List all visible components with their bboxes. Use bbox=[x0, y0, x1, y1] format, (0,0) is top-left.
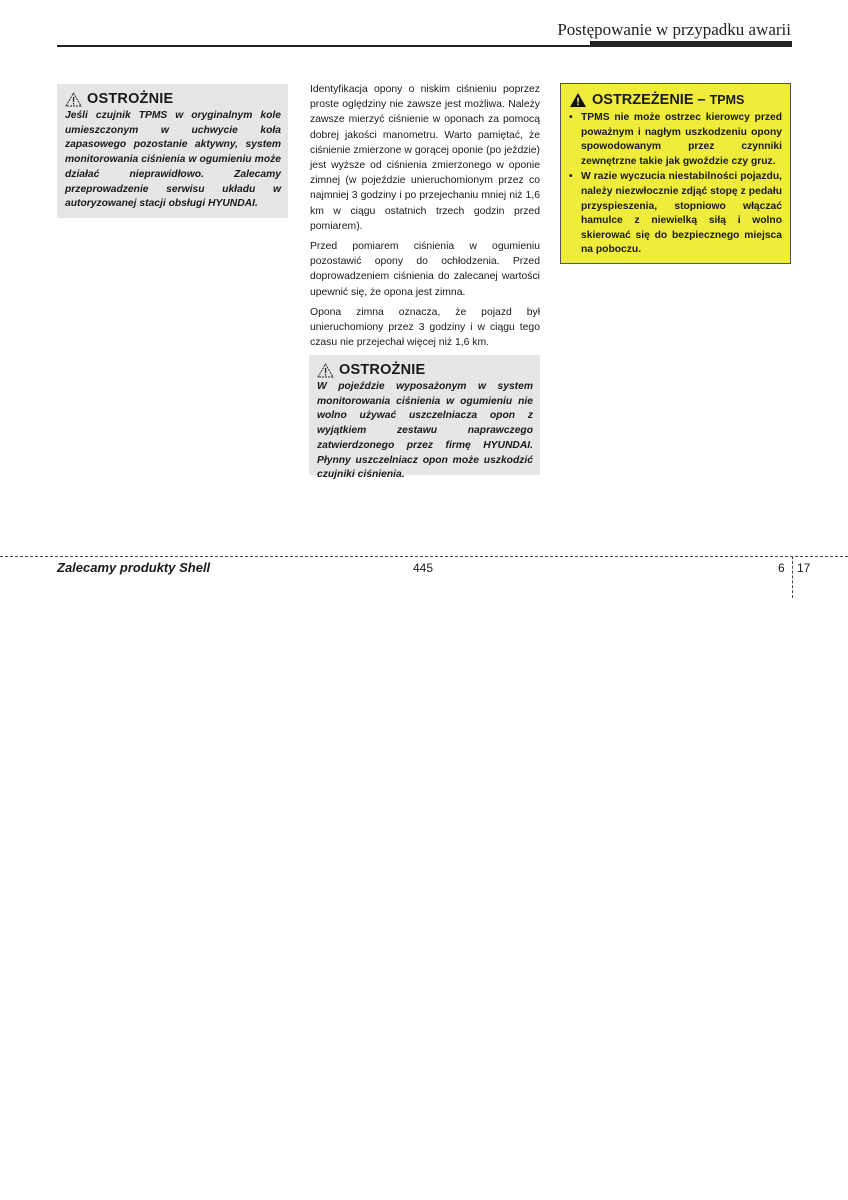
footer-page-divider bbox=[792, 556, 793, 598]
paragraph-cooling: Przed pomiarem ciśnienia w ogumieniu pozostawić opony do ochłodzenia. Przed doprowadzeniem ciśnienia do zalecanej wartości upewnić się, że opona jest zimna. bbox=[310, 241, 540, 298]
warning-title-dash: – bbox=[697, 92, 706, 108]
caution-text: W pojeździe wyposażonym w system monitorowania ciśnienia w ogumieniu nie wolno używać uszczelniacza opon z wyjątkiem zestawu naprawczego zatwierdzonego przez firmę HYUNDAI. Płynny uszczelniacz opon może uszkodzić czujniki ciśnienia. bbox=[317, 381, 533, 481]
caution-box-sealant bbox=[309, 355, 540, 481]
caution-title: OSTROŻNIE bbox=[339, 362, 426, 378]
tire-pressure-text bbox=[310, 82, 540, 355]
warning-item bbox=[569, 170, 782, 258]
footer-page-number: 17 bbox=[797, 561, 811, 575]
caution-triangle-icon bbox=[65, 92, 82, 107]
warning-triangle-icon bbox=[569, 92, 587, 108]
warning-header bbox=[569, 92, 782, 108]
bullet: • bbox=[569, 112, 573, 123]
warning-item-text: W razie wyczucia niestabilności pojazdu, należy niezwłocznie zdjąć stopę z pedału przyspieszenia, stopniowo włączać hamulce z niewielką siłą i wolno skierować się do bezpiecznego miejsca na poboczu. bbox=[581, 171, 782, 256]
header-rule-accent bbox=[590, 41, 792, 47]
caution-header bbox=[317, 362, 533, 378]
caution-header bbox=[65, 91, 281, 107]
warning-box-tpms bbox=[560, 83, 791, 264]
bullet: • bbox=[569, 171, 573, 183]
warning-title bbox=[592, 92, 744, 108]
paragraph-cold-tire: Opona zimna oznacza, że pojazd był unieruchomiony przez 3 godziny i w ciągu tego czasu nie przejechał więcej niż 1,6 km. bbox=[310, 306, 540, 349]
caution-text: Jeśli czujnik TPMS w oryginalnym kole umieszczonym w uchwycie koła zapasowego pozostanie aktywny, system monitorowania ciśnienia w ogumieniu może działać nieprawidłowo. Zalecamy przeprowadzenie serwisu układu w autoryzowanej stacji obsługi HYUNDAI. bbox=[65, 110, 281, 210]
footer-number: 445 bbox=[413, 561, 434, 575]
footer-divider bbox=[0, 556, 848, 557]
warning-list bbox=[569, 111, 782, 258]
warning-item bbox=[569, 111, 782, 169]
warning-subtitle: TPMS bbox=[709, 93, 745, 107]
warning-title-main: OSTRZEŻENIE bbox=[592, 92, 694, 108]
paragraph-identification: Identyfikacja opony o niskim ciśnieniu poprzez proste oględziny nie zawsze jest możliwa. Należy zawsze mierzyć ciśnienie w oponach za pomocą dobrej jakości manometru. Warto pamiętać, że ciśnienie zmierzone w gorącej oponie (po jeździe) jest wyższe od ciśnienia zmierzonego w oponie zimnej (w pojeździe unieruchomionym przez co najmniej 3 godziny i po przejechaniu mniej niż 1,6 km w ciągu ostatnich trzech godzin przed pomiarem). bbox=[310, 84, 540, 232]
footer-chapter-number: 6 bbox=[778, 561, 785, 575]
section-title: Postępowanie w przypadku awarii bbox=[557, 20, 791, 39]
caution-triangle-icon bbox=[317, 363, 334, 378]
caution-title: OSTROŻNIE bbox=[87, 91, 174, 107]
caution-box-tpms-spare bbox=[57, 84, 288, 218]
warning-item-text: TPMS nie może ostrzec kierowcy przed poważnym i nagłym uszkodzeniu opony spowodowanym przez czynniki zewnętrzne takie jak gwoździe czy gruz. bbox=[581, 112, 782, 167]
footer-promo-text: Zalecamy produkty Shell bbox=[57, 560, 211, 575]
